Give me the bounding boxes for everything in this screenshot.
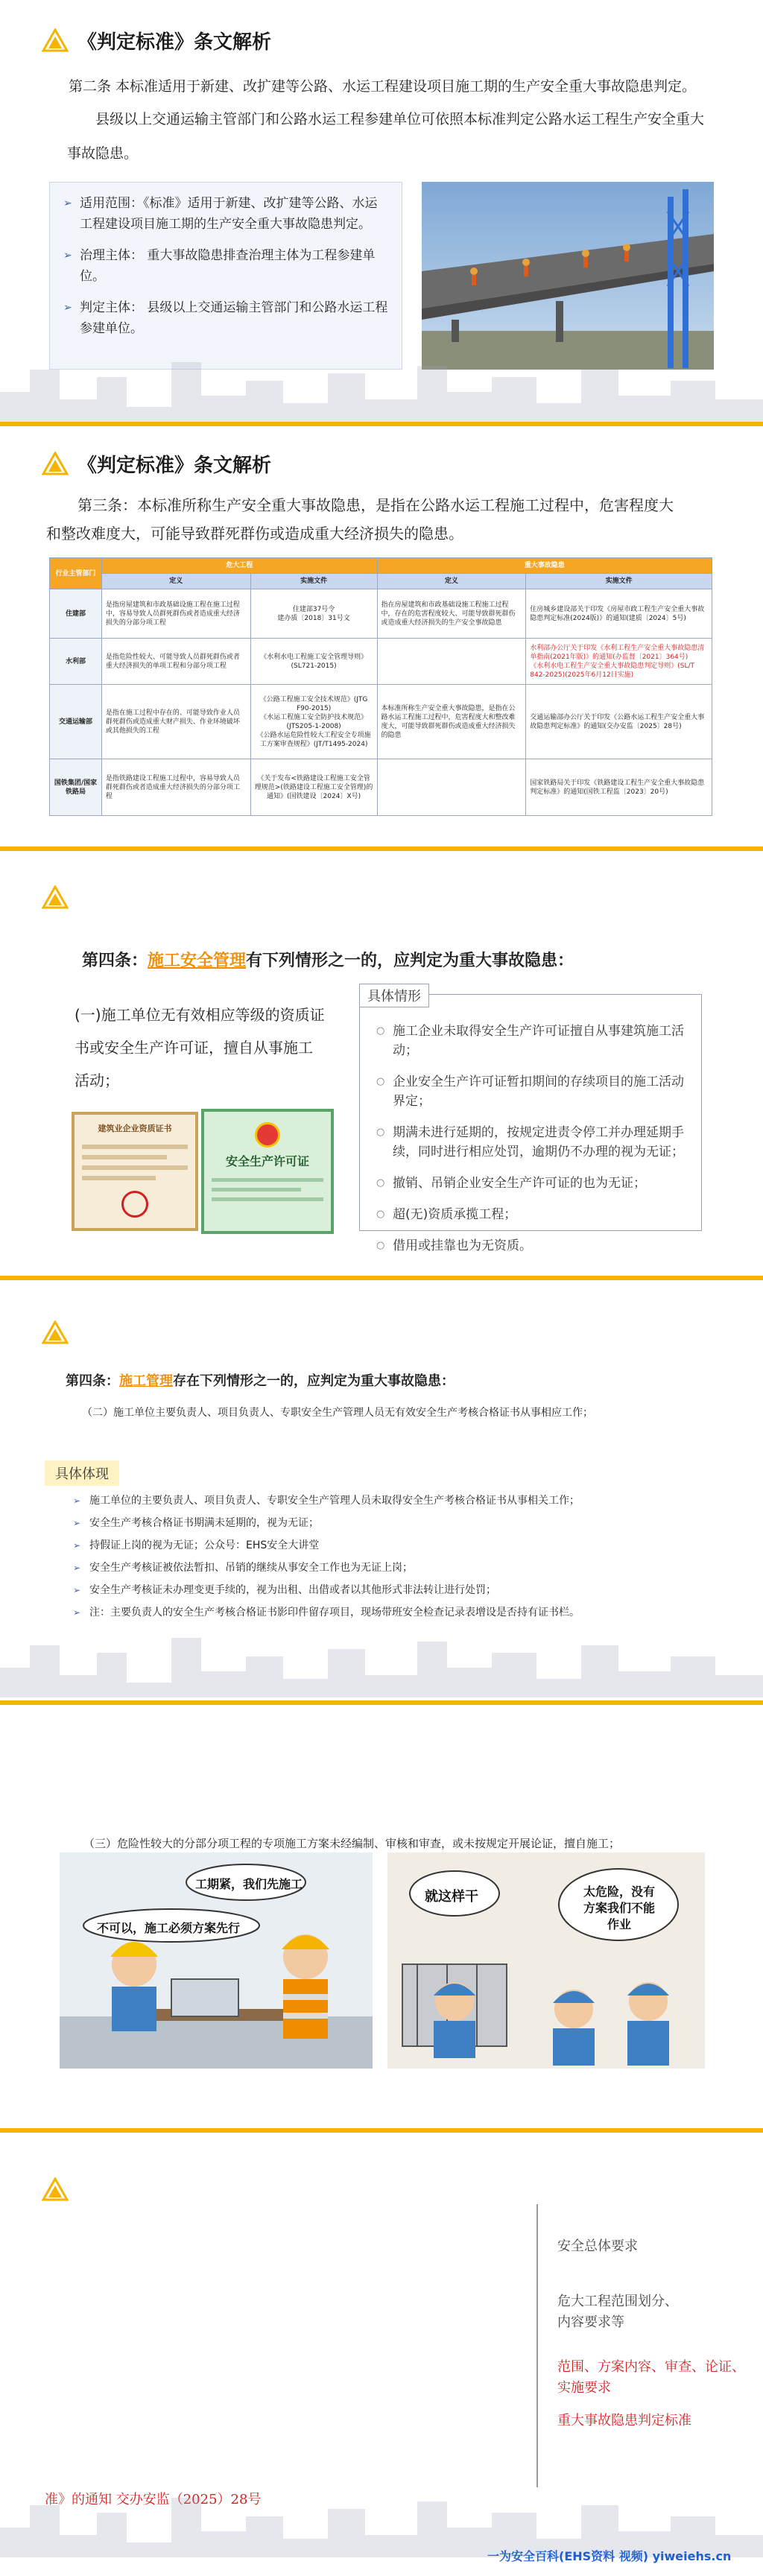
cell-doc1: 《公路工程施工安全技术规范》(JTG F90-2015) 《水运工程施工安全防护技术规范》(JTS205-1-2008) 《公路水运危险性较大工程安全专项施工方案审查规程》(JT/T1495-2024) xyxy=(250,685,377,759)
warning-triangle-icon xyxy=(42,2177,69,2201)
article-4-heading xyxy=(82,946,574,976)
structure-item-3b: 实施要求 xyxy=(557,2380,611,2396)
certificate-title: 建筑业企业资质证书 xyxy=(98,1124,172,1133)
col-industry: 行业主管部门 xyxy=(50,558,102,589)
article-2-line-3: 事故隐患。 xyxy=(67,145,139,162)
item-1-line-3: 活动； xyxy=(75,1072,119,1089)
cell-def1: 是指房屋建筑和市政基础设施工程在施工过程中，容易导致人员群死群伤或者造成重大经济损失的分部分项工程 xyxy=(101,589,250,639)
embodiment-item: ➢ 安全生产考核合格证书期满未延期的，视为无证； xyxy=(73,1516,714,1531)
cell-doc2: 住房城乡建设部关于印发《房屋市政工程生产安全重大事故隐患判定标准(2024版)》的通知(建质〔2024〕5号) xyxy=(526,589,712,639)
row-name: 住建部 xyxy=(50,589,102,639)
slide-article-3 xyxy=(0,426,763,846)
cell-def1: 是指危险性较大、可能导致人员群死群伤或者重大经济损失的单项工程和分部分项工程 xyxy=(101,639,250,685)
cell-def2: 指在房屋建筑和市政基础设施工程施工过程中，存在的危害程度较大、可能导致群死群伤或造成重大经济损失的生产安全事故隐患 xyxy=(377,589,526,639)
warning-triangle-icon xyxy=(42,452,69,475)
notice-reference: 准》的通知 交办安监（2025）28号 xyxy=(45,2492,262,2507)
speech-bubble-3: 就这样干 xyxy=(425,1889,478,1905)
col-document: 实施文件 xyxy=(250,574,377,589)
item-3-text: （三）危险性较大的分部分项工程的专项施工方案未经编制、审核和审查，或未按规定开展论证，擅自施工； xyxy=(83,1837,621,1850)
cell-doc1: 住建部37号令 建办质〔2018〕31号文 xyxy=(250,589,377,639)
comparison-table xyxy=(49,557,712,816)
footer-watermark-link[interactable]: 一为安全百科(EHS资料 视频) yiweiehs.cn xyxy=(487,2549,732,2563)
heading-suffix: 有下列情形之一的，应判定为重大事故隐患： xyxy=(246,952,574,970)
col-major-hazard: 危大工程 xyxy=(101,558,377,574)
slide-article-4-item-3 xyxy=(0,1705,763,2128)
item-1-line-1: (一)施工单位无有效相应等级的资质证 xyxy=(75,1006,325,1024)
structure-item-2b: 内容要求等 xyxy=(557,2314,624,2330)
item-1-line-2: 书或安全生产许可证，擅自从事施工 xyxy=(75,1039,313,1057)
item-2-text: （二）施工单位主要负责人、项目负责人、专职安全生产管理人员无有效安全生产考核合格证书从事相应工作； xyxy=(82,1407,593,1419)
table-row xyxy=(50,589,712,639)
structure-item-4: 重大事故隐患判定标准 xyxy=(557,2413,691,2428)
cell-def2: 本标准所称生产安全重大事故隐患，是指在公路水运工程施工过程中，危害程度大和整改难度大，可能导致群死群伤或造成重大经济损失的隐患 xyxy=(377,685,526,759)
embodiment-tag: 具体体现 xyxy=(45,1461,119,1486)
safety-permit-image xyxy=(201,1109,334,1234)
slide-document-structure xyxy=(0,2133,763,2576)
slide-article-4-item-1 xyxy=(0,851,763,1276)
embodiment-item: ➢ 安全生产考核证被依法暂扣、吊销的继续从事安全工作也为无证上岗； xyxy=(73,1560,714,1575)
cell-doc1: 《水利水电工程施工安全管理导则》(SL721-2015) xyxy=(250,639,377,685)
speech-bubble-1: 工期紧，我们先施工 xyxy=(195,1877,303,1891)
bullet-judge: ➢ 判定主体： 县级以上交通运输主管部门和公路水运工程参建单位。 xyxy=(63,297,388,339)
warning-triangle-icon xyxy=(42,1320,69,1344)
structure-item-1: 安全总体要求 xyxy=(557,2238,638,2254)
structure-item-2: 危大工程范围划分、 xyxy=(557,2294,678,2309)
red-seal-icon xyxy=(121,1191,148,1218)
embodiment-item: ➢ 安全生产考核证未办理变更手续的，视为出租、出借或者以其他形式非法转让进行处罚； xyxy=(73,1583,714,1598)
table-row xyxy=(50,639,712,685)
structure-item-3: 范围、方案内容、审查、论证、 xyxy=(557,2359,745,2375)
row-name: 水利部 xyxy=(50,639,102,685)
permit-title: 安全生产许可证 xyxy=(225,1154,309,1168)
article-2-line-1: 第二条 本标准适用于新建、改扩建等公路、水运工程建设项目施工期的生产安全重大事故隐患判定。 xyxy=(69,78,697,95)
article-3-line-2: 和整改难度大，可能导致群死群伤或造成重大经济损失的隐患。 xyxy=(46,525,463,542)
scope-bullet-box xyxy=(49,182,402,370)
cell-def1: 是指铁路建设工程施工过程中，容易导致人员群死群伤或者造成重大经济损失的分部分项工程 xyxy=(101,759,250,816)
situation-item: ○ 施工企业未取得安全生产许可证擅自从事建筑施工活动； xyxy=(376,1022,685,1060)
speech-bubble-4: 太危险，没有方案我们不能作业 xyxy=(583,1884,655,1931)
article-2-line-2: 县级以上交通运输主管部门和公路水运工程参建单位可依照本标准判定公路水运工程生产安全重大 xyxy=(95,111,705,127)
slide-article-2 xyxy=(0,0,763,422)
slide-title: 《判定标准》条文解析 xyxy=(77,31,272,54)
cell-doc2: 交通运输部办公厅关于印发《公路水运工程生产安全重大事故隐患判定标准》的通知(交办安监〔2025〕28号) xyxy=(526,685,712,759)
embodiment-item: ➢ 施工单位的主要负责人、项目负责人、专职安全生产管理人员未取得安全生产考核合格证书从事相关工作； xyxy=(73,1493,714,1508)
bullet-governance: ➢ 治理主体： 重大事故隐患排查治理主体为工程参建单位。 xyxy=(63,245,388,287)
situation-item: ○ 期满未进行延期的，按规定进责令停工并办理延期手续，同时进行相应处罚，逾期仍不办理的视为无证； xyxy=(376,1123,685,1162)
heading-highlight: 施工管理 xyxy=(119,1373,173,1389)
bullet-scope: ➢ 适用范围：《标准》适用于新建、改扩建等公路、水运工程建设项目施工期的生产安全重大事故隐患判定。 xyxy=(63,193,388,235)
national-emblem-icon xyxy=(255,1122,280,1148)
situation-item: ○ 借用或挂靠也为无资质。 xyxy=(376,1236,685,1256)
situation-item: ○ 撤销、吊销企业安全生产许可证的也为无证； xyxy=(376,1174,685,1193)
cell-def2 xyxy=(377,759,526,816)
situation-item: ○ 企业安全生产许可证暂扣期间的存续项目的施工活动界定； xyxy=(376,1072,685,1111)
slide-title: 《判定标准》条文解析 xyxy=(77,455,272,477)
skyline-decoration xyxy=(0,1630,763,1697)
bridge-construction-photo xyxy=(422,182,714,370)
skyline-decoration xyxy=(0,355,763,422)
col-document: 实施文件 xyxy=(526,574,712,589)
article-4-heading xyxy=(66,1367,455,1396)
cell-def2 xyxy=(377,639,526,685)
embodiment-list xyxy=(73,1493,714,1627)
col-definition: 定义 xyxy=(377,574,526,589)
slide-article-4-item-2 xyxy=(0,1280,763,1700)
qualification-certificate-image xyxy=(72,1112,198,1231)
warning-triangle-icon xyxy=(42,885,69,909)
cell-doc2: 水利部办公厅关于印发《水利工程生产安全重大事故隐患清单指南(2021年版)》的通知(办监督〔2021〕364号) 《水利水电工程生产安全重大事故隐患判定导则》(SL/T 842-2025)(2025年6月12日实施) xyxy=(526,639,712,685)
situation-tag: 具体情形 xyxy=(359,984,429,1007)
embodiment-item: ➢ 注：主要负责人的安全生产考核合格证书影印件留存项目，现场带班安全检查记录表增设是否持有证书栏。 xyxy=(73,1605,714,1620)
cell-def1: 是指在施工过程中存在的、可能导致作业人员群死群伤或造成重大财产损失、作业环境破坏或其他损失的工程 xyxy=(101,685,250,759)
situation-item: ○ 超(无)资质承揽工程； xyxy=(376,1205,685,1224)
table-row xyxy=(50,759,712,816)
embodiment-item: ➢ 持假证上岗的视为无证；公众号：EHS安全大讲堂 xyxy=(73,1538,714,1553)
warning-triangle-icon xyxy=(42,28,69,52)
row-name: 国铁集团/国家铁路局 xyxy=(50,759,102,816)
situation-box xyxy=(359,994,702,1253)
cell-doc2: 国家铁路局关于印发《铁路建设工程生产安全重大事故隐患判定标准》的通知(国铁工程监〔2023〕20号) xyxy=(526,759,712,816)
heading-prefix: 第四条： xyxy=(82,952,148,970)
article-3-line-1: 第三条：本标准所称生产安全重大事故隐患，是指在公路水运工程施工过程中，危害程度大 xyxy=(77,496,674,514)
row-name: 交通运输部 xyxy=(50,685,102,759)
speech-bubble-2: 不可以，施工必须方案先行 xyxy=(97,1921,241,1935)
heading-suffix: 存在下列情形之一的，应判定为重大事故隐患： xyxy=(173,1373,455,1389)
heading-prefix: 第四条： xyxy=(66,1373,119,1389)
col-definition: 定义 xyxy=(101,574,250,589)
col-major-accident: 重大事故隐患 xyxy=(377,558,712,574)
cell-doc1: 《关于发布<铁路建设工程施工安全管理规范>(铁路建设工程施工安全管理)的通知》(国铁建设〔2024〕X号) xyxy=(250,759,377,816)
heading-highlight: 施工安全管理 xyxy=(148,952,247,970)
structure-bracket xyxy=(536,2204,538,2487)
table-row xyxy=(50,685,712,759)
